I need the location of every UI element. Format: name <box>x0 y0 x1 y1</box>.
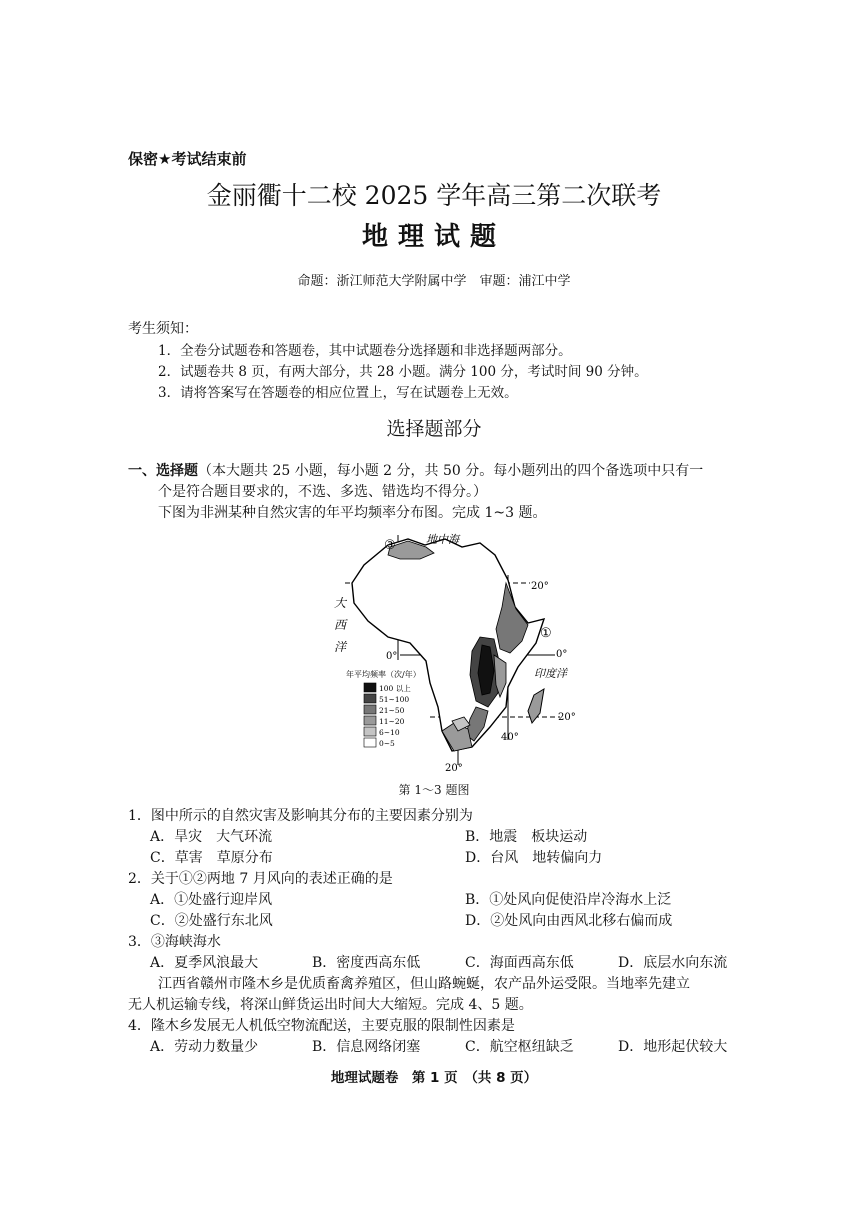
legend-swatch <box>364 683 376 692</box>
question-option: C．海面西高东低 <box>465 955 574 971</box>
question-option: D．地形起伏较大 <box>618 1039 728 1055</box>
legend-swatch <box>364 716 376 725</box>
question-option: A．旱灾 大气环流 <box>150 829 273 845</box>
legend-label: 21~50 <box>379 706 405 715</box>
question-stem: 4．隆木乡发展无人机低空物流配送，主要克服的限制性因素是 <box>128 1018 515 1034</box>
question-option: D．②处风向由西风北移右偏而成 <box>465 913 673 929</box>
question-option: C．航空枢纽缺乏 <box>465 1039 574 1055</box>
question-option: C．②处盛行东北风 <box>150 913 273 929</box>
section-title: 选择题部分 <box>386 418 482 440</box>
label-mediterranean: 地中海 <box>426 533 459 546</box>
question-option: B．地震 板块运动 <box>465 829 588 845</box>
part-label: 一、选择题 <box>128 463 198 479</box>
label-lat-20n: 20° <box>531 581 549 592</box>
question-stem: 1．图中所示的自然灾害及影响其分布的主要因素分别为 <box>128 808 473 824</box>
map-intro: 下图为非洲某种自然灾害的年平均频率分布图。完成 1~3 题。 <box>158 505 547 521</box>
part-heading <box>128 460 703 480</box>
question-stem: 3．③海峡海水 <box>128 934 221 950</box>
question-option: C．草害 草原分布 <box>150 850 273 866</box>
legend-label: 6~10 <box>379 728 400 737</box>
legend-label: 100 以上 <box>379 684 411 693</box>
question-option: B．信息网络闭塞 <box>312 1039 421 1055</box>
label-indian-ocean: 印度洋 <box>534 667 567 680</box>
legend-swatch <box>364 694 376 703</box>
notice-item: 3．请将答案写在答题卷的相应位置上，写在试题卷上无效。 <box>158 385 518 401</box>
author-line: 命题：浙江师范大学附属中学 审题：浦江中学 <box>297 274 571 289</box>
legend <box>364 683 411 748</box>
label-lon-0: 0° <box>386 651 398 662</box>
passage-line: 无人机运输专线，将深山鲜货运出时间大大缩短。完成 4、5 题。 <box>128 997 533 1013</box>
question-option: B．密度西高东低 <box>312 955 421 971</box>
question-option: A．劳动力数量少 <box>150 1039 259 1055</box>
exam-title: 金丽衢十二校 2025 学年高三第二次联考 <box>206 181 662 210</box>
label-atlantic-2: 西 <box>334 618 347 632</box>
label-atlantic-1: 大 <box>334 596 347 610</box>
legend-title: 年平均频率（次/年） <box>346 670 421 679</box>
notice-heading: 考生须知： <box>128 321 198 337</box>
notice-item: 2．试题卷共 8 页，有两大部分，共 28 小题。满分 100 分，考试时间 90 分钟。 <box>158 364 648 380</box>
page-footer: 地理试题卷 第 1 页 （共 8 页） <box>330 1070 538 1086</box>
confidential-label: 保密★考试结束前 <box>128 150 247 168</box>
legend-swatch <box>364 727 376 736</box>
africa-disaster-map <box>330 525 576 775</box>
label-lon-20: 20° <box>445 763 463 774</box>
label-lat-0: 0° <box>556 649 568 660</box>
part-rule-line1: （本大题共 25 小题，每小题 2 分，共 50 分。每小题列出的四个备选项中只有一 <box>198 463 704 479</box>
notice-item: 1．全卷分试题卷和答题卷，其中试题卷分选择题和非选择题两部分。 <box>158 343 572 359</box>
legend-label: 0~5 <box>379 739 395 748</box>
passage-line: 江西省赣州市隆木乡是优质畜禽养殖区，但山路蜿蜒，农产品外运受限。当地率先建立 <box>158 976 690 992</box>
question-option: A．①处盛行迎岸风 <box>150 892 273 908</box>
map-caption: 第 1～3 题图 <box>398 783 470 797</box>
part-rule-line2: 个是符合题目要求的，不选、多选、错选均不得分。） <box>158 484 487 500</box>
question-option: D．底层水向东流 <box>618 955 728 971</box>
subject-title: 地理试题 <box>361 222 506 252</box>
question-stem: 2．关于①②两地 7 月风向的表述正确的是 <box>128 871 393 887</box>
label-lat-20s: 20° <box>558 712 576 723</box>
legend-label: 51~100 <box>379 695 410 704</box>
marker-3: ③ <box>384 538 396 553</box>
question-option: B．①处风向促使沿岸冷海水上泛 <box>465 892 672 908</box>
legend-swatch <box>364 738 376 747</box>
legend-label: 11~20 <box>379 717 405 726</box>
question-option: A．夏季风浪最大 <box>150 955 259 971</box>
madagascar-shape <box>528 689 544 723</box>
label-atlantic-3: 洋 <box>334 640 347 654</box>
legend-swatch <box>364 705 376 714</box>
label-lon-40: 40° <box>501 732 519 743</box>
question-option: D．台风 地转偏向力 <box>465 850 603 866</box>
marker-1: ① <box>540 626 552 641</box>
